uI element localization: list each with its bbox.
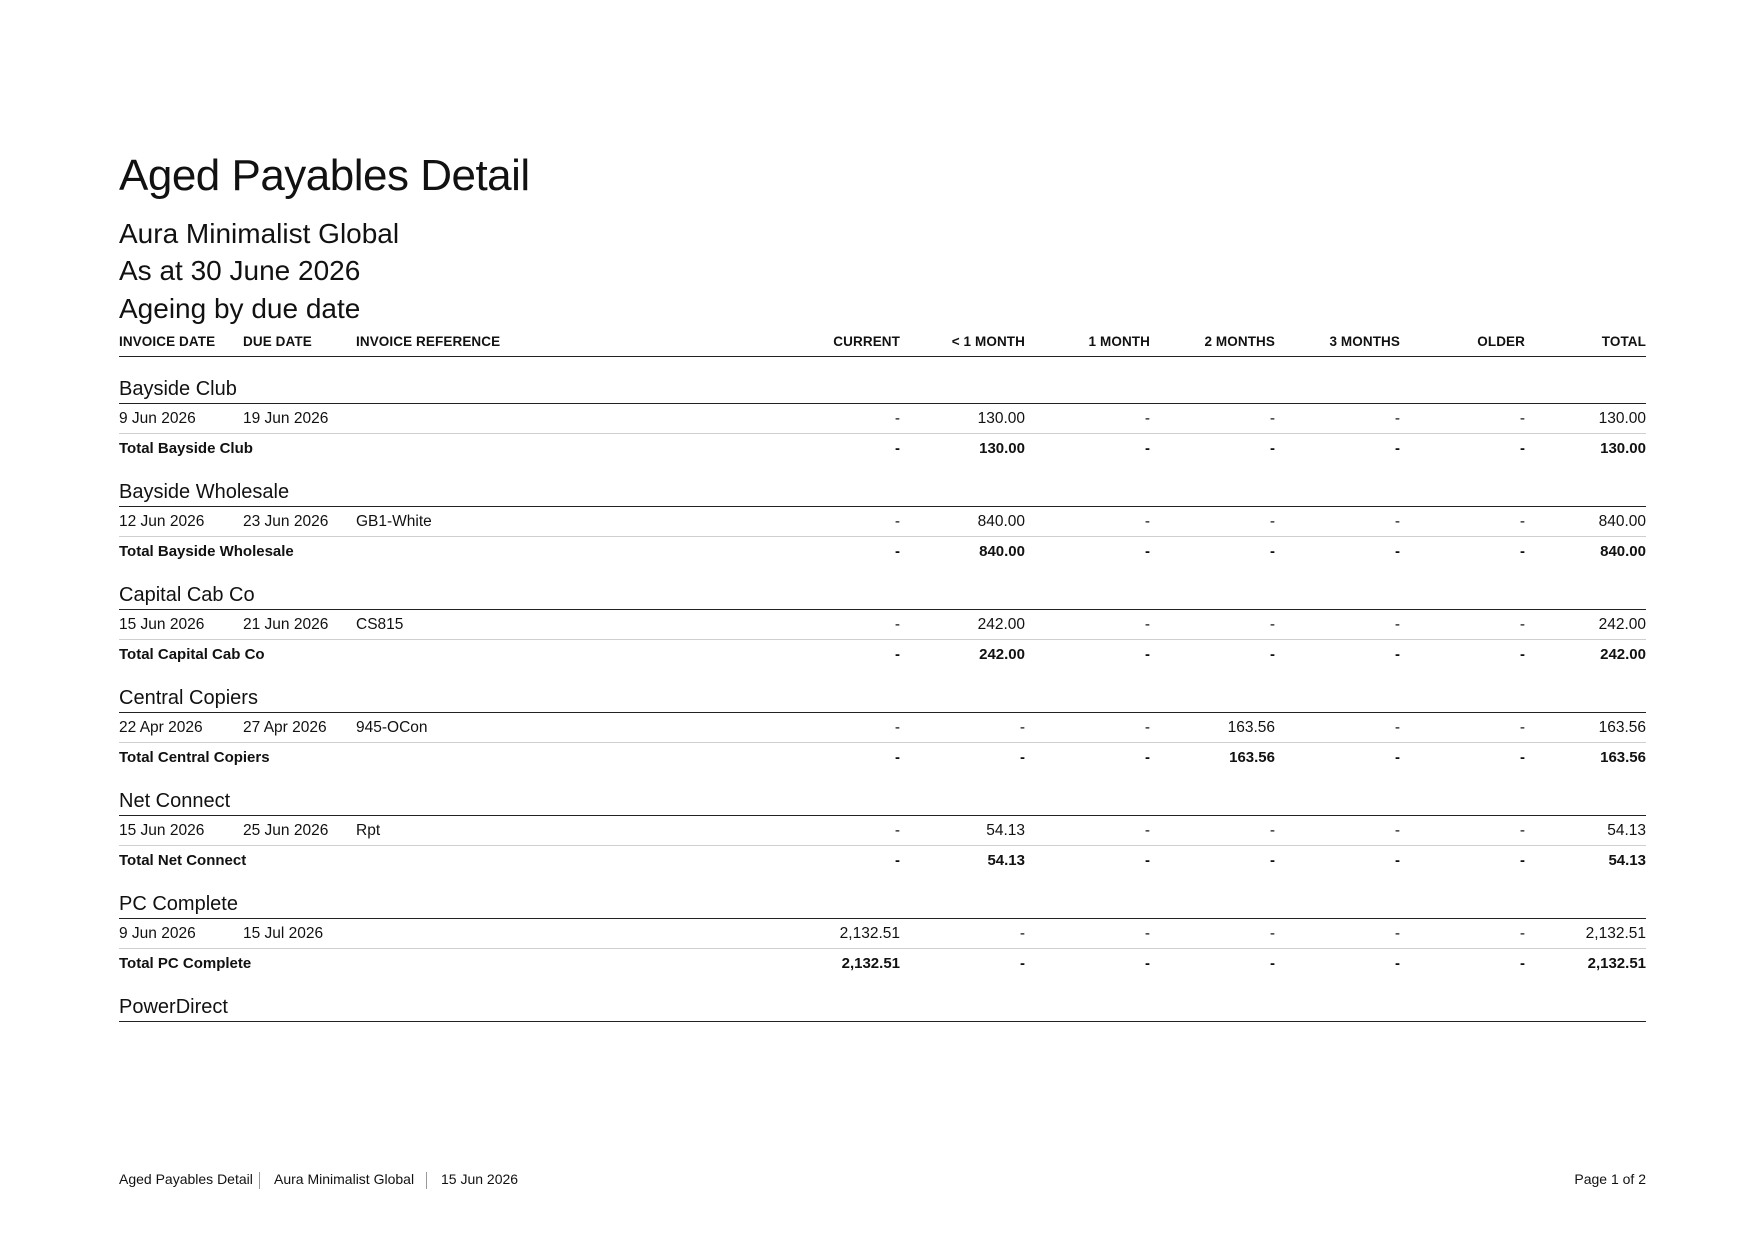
- footer-page-number: Page 1 of 2: [1574, 1171, 1646, 1187]
- invoice-row[interactable]: [119, 507, 1646, 537]
- total-amount-cell: 840.00: [1598, 513, 1646, 530]
- contact-group: [119, 873, 1646, 976]
- total-1-month-cell: -: [1145, 543, 1150, 560]
- organisation-name: Aura Minimalist Global: [119, 218, 400, 249]
- column-header-invoice-date: INVOICE DATE: [119, 334, 216, 349]
- total-current-cell: -: [895, 749, 900, 766]
- older-amount-cell: -: [1519, 410, 1525, 427]
- 1-month-amount-cell: -: [1144, 616, 1150, 633]
- 3-months-amount-cell: -: [1394, 410, 1400, 427]
- total-less-than-1-month-cell: 130.00: [979, 440, 1025, 457]
- total-current-cell: -: [895, 543, 900, 560]
- total-less-than-1-month-cell: 840.00: [979, 543, 1025, 560]
- current-amount-cell: -: [894, 822, 900, 839]
- less-than-1-month-amount-cell: 54.13: [986, 822, 1025, 839]
- report-title: Aged Payables Detail: [119, 151, 530, 200]
- total-amount-cell: 54.13: [1607, 822, 1646, 839]
- total-total-cell: 2,132.51: [1587, 955, 1646, 972]
- less-than-1-month-amount-cell: 130.00: [977, 410, 1025, 427]
- contact-name[interactable]: Bayside Club: [119, 378, 237, 400]
- total-amount-cell: 130.00: [1598, 410, 1646, 427]
- column-header-3-months: 3 MONTHS: [1329, 334, 1400, 349]
- column-header-2-months: 2 MONTHS: [1204, 334, 1275, 349]
- contact-total-row: [119, 434, 1646, 463]
- ageing-basis: Ageing by due date: [119, 293, 361, 324]
- total-total-cell: 840.00: [1600, 543, 1646, 560]
- contact-total-row: [119, 640, 1646, 669]
- 2-months-amount-cell: -: [1269, 410, 1275, 427]
- column-header-invoice-reference: INVOICE REFERENCE: [356, 334, 501, 349]
- footer-divider: [426, 1172, 427, 1189]
- invoice-date-cell: 9 Jun 2026: [119, 925, 196, 942]
- 1-month-amount-cell: -: [1144, 410, 1150, 427]
- due-date-cell: 21 Jun 2026: [243, 616, 329, 633]
- invoice-reference-cell[interactable]: GB1-White: [356, 513, 432, 530]
- total-2-months-cell: -: [1270, 543, 1275, 560]
- footer-date: 15 Jun 2026: [441, 1171, 519, 1187]
- page-footer: [119, 1171, 1646, 1191]
- older-amount-cell: -: [1519, 822, 1525, 839]
- total-current-cell: -: [895, 646, 900, 663]
- contact-group: [119, 770, 1646, 873]
- current-amount-cell: 2,132.51: [839, 925, 900, 942]
- total-older-cell: -: [1520, 852, 1525, 869]
- total-2-months-cell: -: [1270, 955, 1275, 972]
- contact-heading: [119, 373, 1646, 404]
- total-current-cell: 2,132.51: [841, 955, 900, 972]
- 2-months-amount-cell: -: [1269, 616, 1275, 633]
- due-date-cell: 23 Jun 2026: [243, 513, 329, 530]
- invoice-row[interactable]: [119, 404, 1646, 434]
- report-as-at-date: As at 30 June 2026: [119, 255, 361, 286]
- older-amount-cell: -: [1519, 616, 1525, 633]
- total-1-month-cell: -: [1145, 749, 1150, 766]
- due-date-cell: 19 Jun 2026: [243, 410, 329, 427]
- table-header: [119, 324, 1646, 357]
- total-older-cell: -: [1520, 955, 1525, 972]
- column-header-less-than-1-month: < 1 MONTH: [951, 334, 1025, 349]
- column-header-current: CURRENT: [833, 334, 900, 349]
- footer-report-name: Aged Payables Detail: [119, 1171, 253, 1187]
- contact-group: [119, 976, 1646, 1026]
- total-label: Total Capital Cab Co: [119, 646, 265, 663]
- contact-group: [119, 667, 1646, 770]
- current-amount-cell: -: [894, 616, 900, 633]
- column-header-total: TOTAL: [1601, 334, 1646, 349]
- total-label: Total Net Connect: [119, 852, 247, 869]
- report-page: [119, 0, 1646, 1241]
- contact-groups: [119, 358, 1646, 1026]
- 3-months-amount-cell: -: [1394, 822, 1400, 839]
- footer-divider: [259, 1172, 260, 1189]
- total-2-months-cell: -: [1270, 852, 1275, 869]
- less-than-1-month-amount-cell: 840.00: [977, 513, 1025, 530]
- invoice-reference-cell[interactable]: CS815: [356, 616, 404, 633]
- column-header-older: OLDER: [1477, 334, 1525, 349]
- total-total-cell: 163.56: [1600, 749, 1646, 766]
- total-3-months-cell: -: [1395, 440, 1400, 457]
- invoice-date-cell: 15 Jun 2026: [119, 616, 205, 633]
- 2-months-amount-cell: -: [1269, 925, 1275, 942]
- invoice-date-cell: 12 Jun 2026: [119, 513, 205, 530]
- invoice-row[interactable]: [119, 919, 1646, 949]
- contact-name[interactable]: Net Connect: [119, 790, 231, 812]
- less-than-1-month-amount-cell: -: [1019, 719, 1025, 736]
- contact-heading: [119, 785, 1646, 816]
- contact-heading: [119, 476, 1646, 507]
- contact-heading: [119, 888, 1646, 919]
- less-than-1-month-amount-cell: -: [1019, 925, 1025, 942]
- total-total-cell: 242.00: [1600, 646, 1646, 663]
- total-less-than-1-month-cell: -: [1020, 749, 1025, 766]
- contact-total-row: [119, 743, 1646, 772]
- contact-name[interactable]: PowerDirect: [119, 996, 228, 1018]
- total-label: Total Central Copiers: [119, 749, 270, 766]
- due-date-cell: 15 Jul 2026: [243, 925, 324, 942]
- contact-total-row: [119, 537, 1646, 566]
- contact-total-row: [119, 949, 1646, 978]
- due-date-cell: 27 Apr 2026: [243, 719, 327, 736]
- column-header-due-date: DUE DATE: [243, 334, 312, 349]
- total-amount-cell: 2,132.51: [1585, 925, 1646, 942]
- less-than-1-month-amount-cell: 242.00: [977, 616, 1025, 633]
- total-less-than-1-month-cell: 54.13: [987, 852, 1025, 869]
- total-3-months-cell: -: [1395, 646, 1400, 663]
- total-older-cell: -: [1520, 749, 1525, 766]
- 1-month-amount-cell: -: [1144, 822, 1150, 839]
- total-current-cell: -: [895, 440, 900, 457]
- total-1-month-cell: -: [1145, 852, 1150, 869]
- footer-organisation: Aura Minimalist Global: [274, 1171, 415, 1187]
- total-amount-cell: 163.56: [1598, 719, 1646, 736]
- total-label: Total PC Complete: [119, 955, 252, 972]
- total-older-cell: -: [1520, 646, 1525, 663]
- total-less-than-1-month-cell: -: [1020, 955, 1025, 972]
- total-older-cell: -: [1520, 543, 1525, 560]
- current-amount-cell: -: [894, 719, 900, 736]
- contact-group: [119, 358, 1646, 461]
- older-amount-cell: -: [1519, 513, 1525, 530]
- total-2-months-cell: -: [1270, 646, 1275, 663]
- 1-month-amount-cell: -: [1144, 513, 1150, 530]
- contact-name[interactable]: Central Copiers: [119, 687, 258, 709]
- contact-name[interactable]: Capital Cab Co: [119, 584, 255, 606]
- contact-group: [119, 461, 1646, 564]
- invoice-row[interactable]: [119, 610, 1646, 640]
- 3-months-amount-cell: -: [1394, 616, 1400, 633]
- contact-heading: [119, 682, 1646, 713]
- column-header-1-month: 1 MONTH: [1088, 334, 1150, 349]
- 3-months-amount-cell: -: [1394, 513, 1400, 530]
- 1-month-amount-cell: -: [1144, 925, 1150, 942]
- contact-heading: [119, 991, 1646, 1022]
- invoice-date-cell: 9 Jun 2026: [119, 410, 196, 427]
- total-label: Total Bayside Wholesale: [119, 543, 294, 560]
- total-total-cell: 54.13: [1608, 852, 1646, 869]
- 3-months-amount-cell: -: [1394, 925, 1400, 942]
- invoice-row[interactable]: [119, 713, 1646, 743]
- total-less-than-1-month-cell: 242.00: [979, 646, 1025, 663]
- total-older-cell: -: [1520, 440, 1525, 457]
- invoice-row[interactable]: [119, 816, 1646, 846]
- older-amount-cell: -: [1519, 925, 1525, 942]
- total-amount-cell: 242.00: [1598, 616, 1646, 633]
- contact-group: [119, 564, 1646, 667]
- current-amount-cell: -: [894, 513, 900, 530]
- older-amount-cell: -: [1519, 719, 1525, 736]
- contact-heading: [119, 579, 1646, 610]
- total-3-months-cell: -: [1395, 852, 1400, 869]
- total-current-cell: -: [895, 852, 900, 869]
- 2-months-amount-cell: 163.56: [1227, 719, 1275, 736]
- total-1-month-cell: -: [1145, 646, 1150, 663]
- total-3-months-cell: -: [1395, 543, 1400, 560]
- 2-months-amount-cell: -: [1269, 822, 1275, 839]
- due-date-cell: 25 Jun 2026: [243, 822, 329, 839]
- invoice-date-cell: 22 Apr 2026: [119, 719, 203, 736]
- contact-total-row: [119, 846, 1646, 875]
- 3-months-amount-cell: -: [1394, 719, 1400, 736]
- current-amount-cell: -: [894, 410, 900, 427]
- total-total-cell: 130.00: [1600, 440, 1646, 457]
- invoice-reference-cell[interactable]: Rpt: [356, 822, 381, 839]
- total-3-months-cell: -: [1395, 749, 1400, 766]
- total-2-months-cell: 163.56: [1229, 749, 1275, 766]
- contact-name[interactable]: PC Complete: [119, 893, 238, 915]
- total-1-month-cell: -: [1145, 440, 1150, 457]
- invoice-reference-cell[interactable]: 945-OCon: [356, 719, 428, 736]
- contact-name[interactable]: Bayside Wholesale: [119, 481, 290, 503]
- 1-month-amount-cell: -: [1144, 719, 1150, 736]
- 2-months-amount-cell: -: [1269, 513, 1275, 530]
- total-1-month-cell: -: [1145, 955, 1150, 972]
- total-label: Total Bayside Club: [119, 440, 253, 457]
- total-2-months-cell: -: [1270, 440, 1275, 457]
- invoice-date-cell: 15 Jun 2026: [119, 822, 205, 839]
- total-3-months-cell: -: [1395, 955, 1400, 972]
